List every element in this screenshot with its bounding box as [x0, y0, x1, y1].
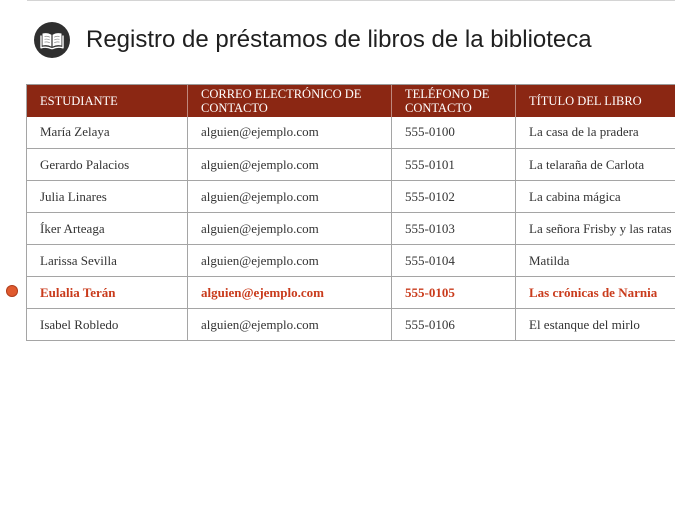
table-row: [27, 245, 675, 277]
cell-email[interactable]: alguien@ejemplo.com: [188, 245, 392, 277]
cell-student-name[interactable]: Gerardo Palacios: [27, 149, 188, 181]
cell-student-name[interactable]: Isabel Robledo: [27, 309, 188, 341]
column-header-book-title[interactable]: TÍTULO DEL LIBRO: [516, 85, 675, 117]
table-row: [27, 277, 675, 309]
cell-book-title[interactable]: La casa de la pradera: [516, 117, 675, 149]
cell-student-name[interactable]: Eulalia Terán: [27, 277, 188, 309]
open-book-icon: [34, 22, 70, 58]
cell-book-title[interactable]: La cabina mágica: [516, 181, 675, 213]
table-row: [27, 213, 675, 245]
cell-student-name[interactable]: María Zelaya: [27, 117, 188, 149]
cell-student-name[interactable]: Julia Linares: [27, 181, 188, 213]
cell-book-title[interactable]: Las crónicas de Narnia: [516, 277, 675, 309]
cell-student-name[interactable]: Larissa Sevilla: [27, 245, 188, 277]
column-header-student[interactable]: ESTUDIANTE: [27, 85, 188, 117]
column-header-phone[interactable]: TELÉFONO DE CONTACTO: [392, 85, 516, 117]
cell-email[interactable]: alguien@ejemplo.com: [188, 181, 392, 213]
book-right-page: [53, 33, 62, 47]
cell-phone[interactable]: 555-0100: [392, 117, 516, 149]
cell-phone[interactable]: 555-0103: [392, 213, 516, 245]
cell-book-title[interactable]: La telaraña de Carlota: [516, 149, 675, 181]
table-row: [27, 149, 675, 181]
cell-phone[interactable]: 555-0106: [392, 309, 516, 341]
cell-book-title[interactable]: La señora Frisby y las ratas: [516, 213, 675, 245]
table-row: [27, 181, 675, 213]
cell-book-title[interactable]: Matilda: [516, 245, 675, 277]
table-row: [27, 117, 675, 149]
table-row: [27, 309, 675, 341]
column-header-email[interactable]: CORREO ELECTRÓNICO DE CONTACTO: [188, 85, 392, 117]
top-rule: [27, 0, 675, 1]
cell-phone[interactable]: 555-0105: [392, 277, 516, 309]
cell-email[interactable]: alguien@ejemplo.com: [188, 149, 392, 181]
cell-student-name[interactable]: Íker Arteaga: [27, 213, 188, 245]
cell-phone[interactable]: 555-0104: [392, 245, 516, 277]
page-title: Registro de préstamos de libros de la biblioteca: [86, 26, 592, 53]
cell-email[interactable]: alguien@ejemplo.com: [188, 277, 392, 309]
cell-email[interactable]: alguien@ejemplo.com: [188, 309, 392, 341]
header-row: [27, 85, 675, 117]
loan-table: [26, 84, 675, 341]
book-left-page: [43, 33, 52, 47]
cell-phone[interactable]: 555-0102: [392, 181, 516, 213]
cell-book-title[interactable]: El estanque del mirlo: [516, 309, 675, 341]
cell-email[interactable]: alguien@ejemplo.com: [188, 117, 392, 149]
icon-badge-circle: [34, 22, 70, 58]
loan-register-table: [26, 84, 675, 341]
selection-marker-dot: [6, 285, 18, 297]
cell-phone[interactable]: 555-0101: [392, 149, 516, 181]
cell-email[interactable]: alguien@ejemplo.com: [188, 213, 392, 245]
